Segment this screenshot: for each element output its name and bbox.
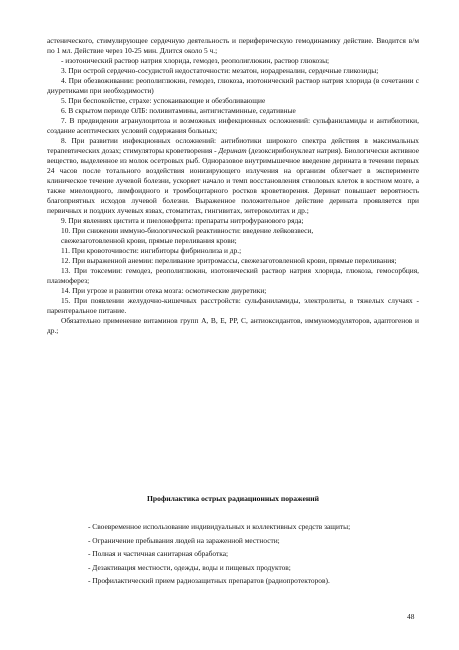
paragraph: свежезаготовленной крови, прямые переливания крови; bbox=[61, 236, 237, 245]
paragraph-text: (дезоксирибонуклеат натрия). Биологически активное вещество, выделенное из молок осетровых рыб. Одноразовое внутримышечное введение дерината в течении первых 24 часов после тотального воздействия ионизирующего излучения на организм облегчает в эксперименте клиническое течение лучевой болезни, ускоряет начало и темп восстановления стволовых клеток в костном мозге, а также миелоидного, лимфоидного и тромбоцитарного ростков кроветворения. Деринат повышает вероятность благоприятных исходов лучевой болезни. Выраженное положительное действие дерината проявляется при первичных и поздних лучевых язвах, стоматитах, гингивитах, энтероколитах и др.; bbox=[47, 146, 419, 215]
paragraph: 3. При острой сердечно-сосудистой недостаточности: мезатон, норадреналин, сердечные гликозиды; bbox=[61, 66, 379, 75]
paragraph: Обязательно применение витаминов групп А, В, Е, РР, С, антиоксидантов, иммуномодуляторов, адаптогенов и др.; bbox=[47, 316, 419, 335]
paragraph: - изотонический раствор натрия хлорида, гемодез, реополиглюкин, раствор глюкозы; bbox=[61, 56, 330, 65]
page-number: 48 bbox=[407, 612, 415, 621]
paragraph: 12. При выраженной анемии: переливание эритромассы, свежезаготовленной крови, прямые переливания; bbox=[61, 256, 397, 265]
paragraph: 14. При угрозе и развитии отека мозга: осмотические диуретики; bbox=[61, 286, 267, 295]
paragraph: 9. При явлениях цистита и пиелонефрита: препараты нитрофуранового ряда; bbox=[61, 216, 304, 225]
list-item: - Профилактический прием радиозащитных препаратов (радиопротекторов). bbox=[88, 576, 330, 585]
paragraph: 7. В предвидении агранулоцитоза и возможных инфекционных осложнений: сульфаниламиды и антибиотики, создание асептических условий содержания больных; bbox=[47, 116, 419, 135]
paragraph: 13. При токсемии: гемодез, реополиглюкин, изотонический раствор натрия хлорида, глюкоза, гемосорбция, плазмоферез; bbox=[47, 266, 419, 285]
paragraph: астенического, стимулирующее сердечную деятельность и периферическую гемодинамику действие. Вводится в/м по 1 мл. Действие через 10-25 мин. Длится около 5 ч.; bbox=[47, 36, 419, 55]
paragraph: 6. В скрытом периоде ОЛБ: поливитамины, антигистаминные, седативные bbox=[61, 106, 296, 115]
body-text bbox=[47, 36, 419, 336]
paragraph: 15. При появлении желудочно-кишечных расстройств: сульфаниламиды, электролиты, в тяжелых случаях - парентеральное питание. bbox=[47, 296, 419, 315]
list-item: - Своевременное использование индивидуальных и коллективных средств защиты; bbox=[88, 522, 351, 531]
list-item: - Дезактивация местности, одежды, воды и пищевых продуктов; bbox=[88, 562, 291, 572]
list-item: - Полная и частичная санитарная обработка; bbox=[88, 549, 229, 558]
paragraph bbox=[47, 136, 419, 216]
page-content bbox=[47, 36, 419, 585]
prevention-list bbox=[88, 522, 418, 590]
paragraph: 5. При беспокойстве, страхе: успокаивающие и обезболивающие bbox=[61, 96, 266, 105]
list-item: - Ограничение пребывания людей на зараженной местности; bbox=[88, 535, 280, 545]
paragraph: 10. При снижении иммуно-биологической реактивности: введение лейковзвеси, bbox=[61, 226, 314, 235]
paragraph: 11. При кровоточивости: ингибиторы фибринолиза и др.; bbox=[61, 246, 242, 255]
paragraph-text: 8. При развитии инфекционных осложнений: антибиотики широкого спектра действия в максимальных терапевтических дозах; стимуляторы кроветворения - bbox=[47, 136, 419, 155]
paragraph: 4. При обезвоживании: реополиглюкин, гемодез, глюкоза, изотонический раствор натрия хлорида (в сочетании с диуретиками при необходимости) bbox=[47, 76, 419, 95]
drug-name-italic: Деринат bbox=[218, 146, 247, 155]
section-heading: Профилактика острых радиационных поражений bbox=[147, 494, 319, 503]
